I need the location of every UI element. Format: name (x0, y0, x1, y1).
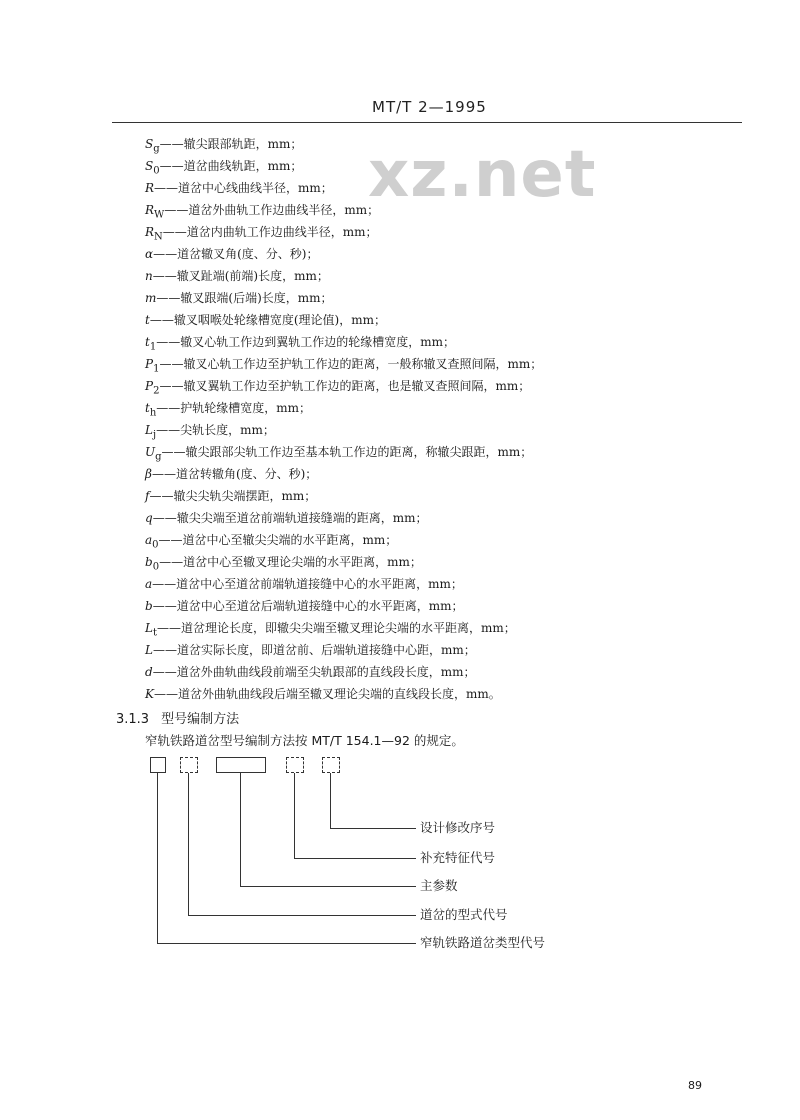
symbol-description: ——道岔中心至辙叉理论尖端的水平距离，mm； (159, 555, 422, 569)
symbol-definition (145, 507, 542, 529)
symbol-subscript: 0 (152, 561, 160, 573)
symbol: b (145, 555, 153, 569)
symbol: t (145, 335, 150, 349)
symbol-definition (145, 265, 542, 287)
symbol-subscript: h (149, 407, 157, 419)
label-form-code: 道岔的型式代号 (420, 907, 508, 922)
symbol-description: ——尖轨长度，mm； (156, 423, 275, 437)
symbol: d (145, 665, 153, 679)
code-box-supplement (286, 757, 304, 773)
symbol-subscript: 0 (152, 539, 159, 551)
symbol-subscript: N (154, 231, 163, 243)
symbol-description: ——辙叉心轨工作边至护轨工作边的距离，一般称辙叉查照间隔，mm； (159, 357, 543, 371)
symbol-description: ——辙叉咽喉处轮缘槽宽度(理论值)，mm； (149, 313, 386, 327)
symbol-definition (145, 375, 542, 397)
symbol-definition (145, 485, 542, 507)
symbol: t (145, 313, 150, 327)
symbol-description: ——辙叉翼轨工作边至护轨工作边的距离，也是辙叉查照间隔，mm； (159, 379, 531, 393)
label-revision-number: 设计修改序号 (420, 820, 496, 835)
leader-line-revision-h (330, 828, 416, 829)
symbol-list (145, 133, 542, 705)
symbol-definition (145, 595, 542, 617)
section-number: 3.1.3 (116, 712, 150, 727)
symbol-description: ——辙叉趾端(前端)长度，mm； (152, 269, 329, 283)
code-box-form (180, 757, 198, 773)
leader-line-type-h (157, 943, 416, 944)
symbol: U (145, 445, 156, 459)
symbol: a (145, 533, 153, 547)
symbol: R (145, 203, 155, 217)
symbol-subscript: t (152, 627, 157, 639)
symbol: P (145, 379, 154, 393)
symbol-description: ——道岔转辙角(度、分、秒)； (151, 467, 318, 481)
symbol-description: ——道岔外曲轨工作边曲线半径，mm； (164, 203, 380, 217)
label-main-parameter: 主参数 (420, 878, 458, 893)
symbol-subscript: g (153, 143, 160, 155)
page-number: 89 (688, 1079, 702, 1092)
symbol-definition (145, 331, 542, 353)
symbol-definition (145, 287, 542, 309)
leader-line-form-h (188, 915, 416, 916)
symbol: L (145, 621, 153, 635)
section-heading (116, 708, 239, 727)
symbol-description: ——护轨轮缘槽宽度，mm； (156, 401, 312, 415)
symbol-description: ——辙尖跟部轨距，mm； (159, 137, 303, 151)
symbol-definition (145, 177, 542, 199)
symbol: L (145, 643, 153, 657)
symbol: S (145, 159, 154, 173)
symbol-definition (145, 661, 542, 683)
symbol-description: ——道岔中心线曲线半径，mm； (154, 181, 333, 195)
symbol-subscript: 0 (153, 165, 160, 177)
leader-line-form-v (188, 773, 189, 915)
symbol-definition (145, 463, 542, 485)
symbol-description: ——辙尖尖端至道岔前端轨道接缝端的距离，mm； (152, 511, 428, 525)
symbol: P (145, 357, 154, 371)
symbol: f (145, 489, 150, 503)
symbol-description: ——道岔中心至道岔前端轨道接缝中心的水平距离，mm； (152, 577, 463, 591)
symbol-subscript: g (155, 451, 162, 463)
label-supplement-code: 补充特征代号 (420, 850, 496, 865)
symbol: b (145, 599, 153, 613)
symbol: L (145, 423, 153, 437)
code-box-main-param (216, 757, 266, 773)
symbol: R (145, 181, 155, 195)
symbol: m (145, 291, 157, 305)
symbol-definition (145, 221, 542, 243)
body-paragraph: 窄轨铁路道岔型号编制方法按 MT/T 154.1—92 的规定。 (145, 733, 464, 748)
code-box-type (150, 757, 166, 773)
symbol-description: ——辙叉心轨工作边到翼轨工作边的轮缘槽宽度，mm； (156, 335, 455, 349)
symbol-definition (145, 133, 542, 155)
symbol-subscript: j (152, 429, 157, 441)
symbol-subscript: W (154, 209, 165, 221)
symbol-definition (145, 683, 542, 705)
symbol-description: ——道岔中心至辙尖尖端的水平距离，mm； (158, 533, 398, 547)
symbol-definition (145, 617, 542, 639)
symbol-description: ——辙尖跟部尖轨工作边至基本轨工作边的距离，称辙尖跟距，mm； (161, 445, 533, 459)
symbol: R (145, 225, 155, 239)
symbol-definition (145, 353, 542, 375)
symbol-description: ——道岔辙叉角(度、分、秒)； (153, 247, 319, 261)
leader-line-type-v (157, 773, 158, 943)
symbol: a (145, 577, 153, 591)
symbol-definition (145, 551, 542, 573)
symbol-description: ——道岔内曲轨工作边曲线半径，mm； (162, 225, 378, 239)
symbol-definition (145, 155, 542, 177)
symbol-definition (145, 529, 542, 551)
symbol-subscript: 1 (149, 341, 157, 353)
document-code-header: MT/T 2—1995 (372, 98, 487, 116)
symbol-definition (145, 639, 542, 661)
symbol-definition (145, 419, 542, 441)
symbol: S (145, 137, 154, 151)
symbol-description: ——道岔实际长度，即道岔前、后端轨道接缝中心距，mm； (152, 643, 476, 657)
symbol: K (145, 687, 154, 701)
leader-line-main-param-h (240, 886, 416, 887)
label-type-code: 窄轨铁路道岔类型代号 (420, 935, 546, 950)
symbol: q (145, 511, 153, 525)
symbol-description: ——道岔外曲轨曲线段后端至辙叉理论尖端的直线段长度，mm。 (153, 687, 501, 701)
symbol: n (145, 269, 153, 283)
symbol: α (145, 247, 154, 261)
symbol-description: ——道岔中心至道岔后端轨道接缝中心的水平距离，mm； (152, 599, 464, 613)
symbol-definition (145, 243, 542, 265)
leader-line-revision-v (330, 773, 331, 828)
section-title: 型号编制方法 (161, 712, 240, 727)
symbol-description: ——道岔外曲轨曲线段前端至尖轨跟部的直线段长度，mm； (152, 665, 476, 679)
watermark: xz.net (368, 138, 597, 212)
symbol-description: ——道岔曲线轨距，mm； (159, 159, 303, 173)
leader-line-supplement-h (294, 858, 416, 859)
leader-line-main-param-v (240, 773, 241, 886)
symbol-definition (145, 441, 542, 463)
symbol-definition (145, 573, 542, 595)
symbol: β (145, 467, 152, 481)
symbol-subscript: 1 (153, 363, 160, 375)
symbol-description: ——道岔理论长度，即辙尖尖端至辙叉理论尖端的水平距离，mm； (157, 621, 516, 635)
header-divider (112, 122, 742, 123)
symbol-subscript: 2 (153, 385, 160, 397)
leader-line-supplement-v (294, 773, 295, 858)
symbol-definition (145, 309, 542, 331)
symbol-description: ——辙叉跟端(后端)长度，mm； (156, 291, 333, 305)
code-box-revision (322, 757, 340, 773)
symbol: t (145, 401, 150, 415)
symbol-definition (145, 397, 542, 419)
symbol-description: ——辙尖尖轨尖端摆距，mm； (149, 489, 317, 503)
symbol-definition (145, 199, 542, 221)
